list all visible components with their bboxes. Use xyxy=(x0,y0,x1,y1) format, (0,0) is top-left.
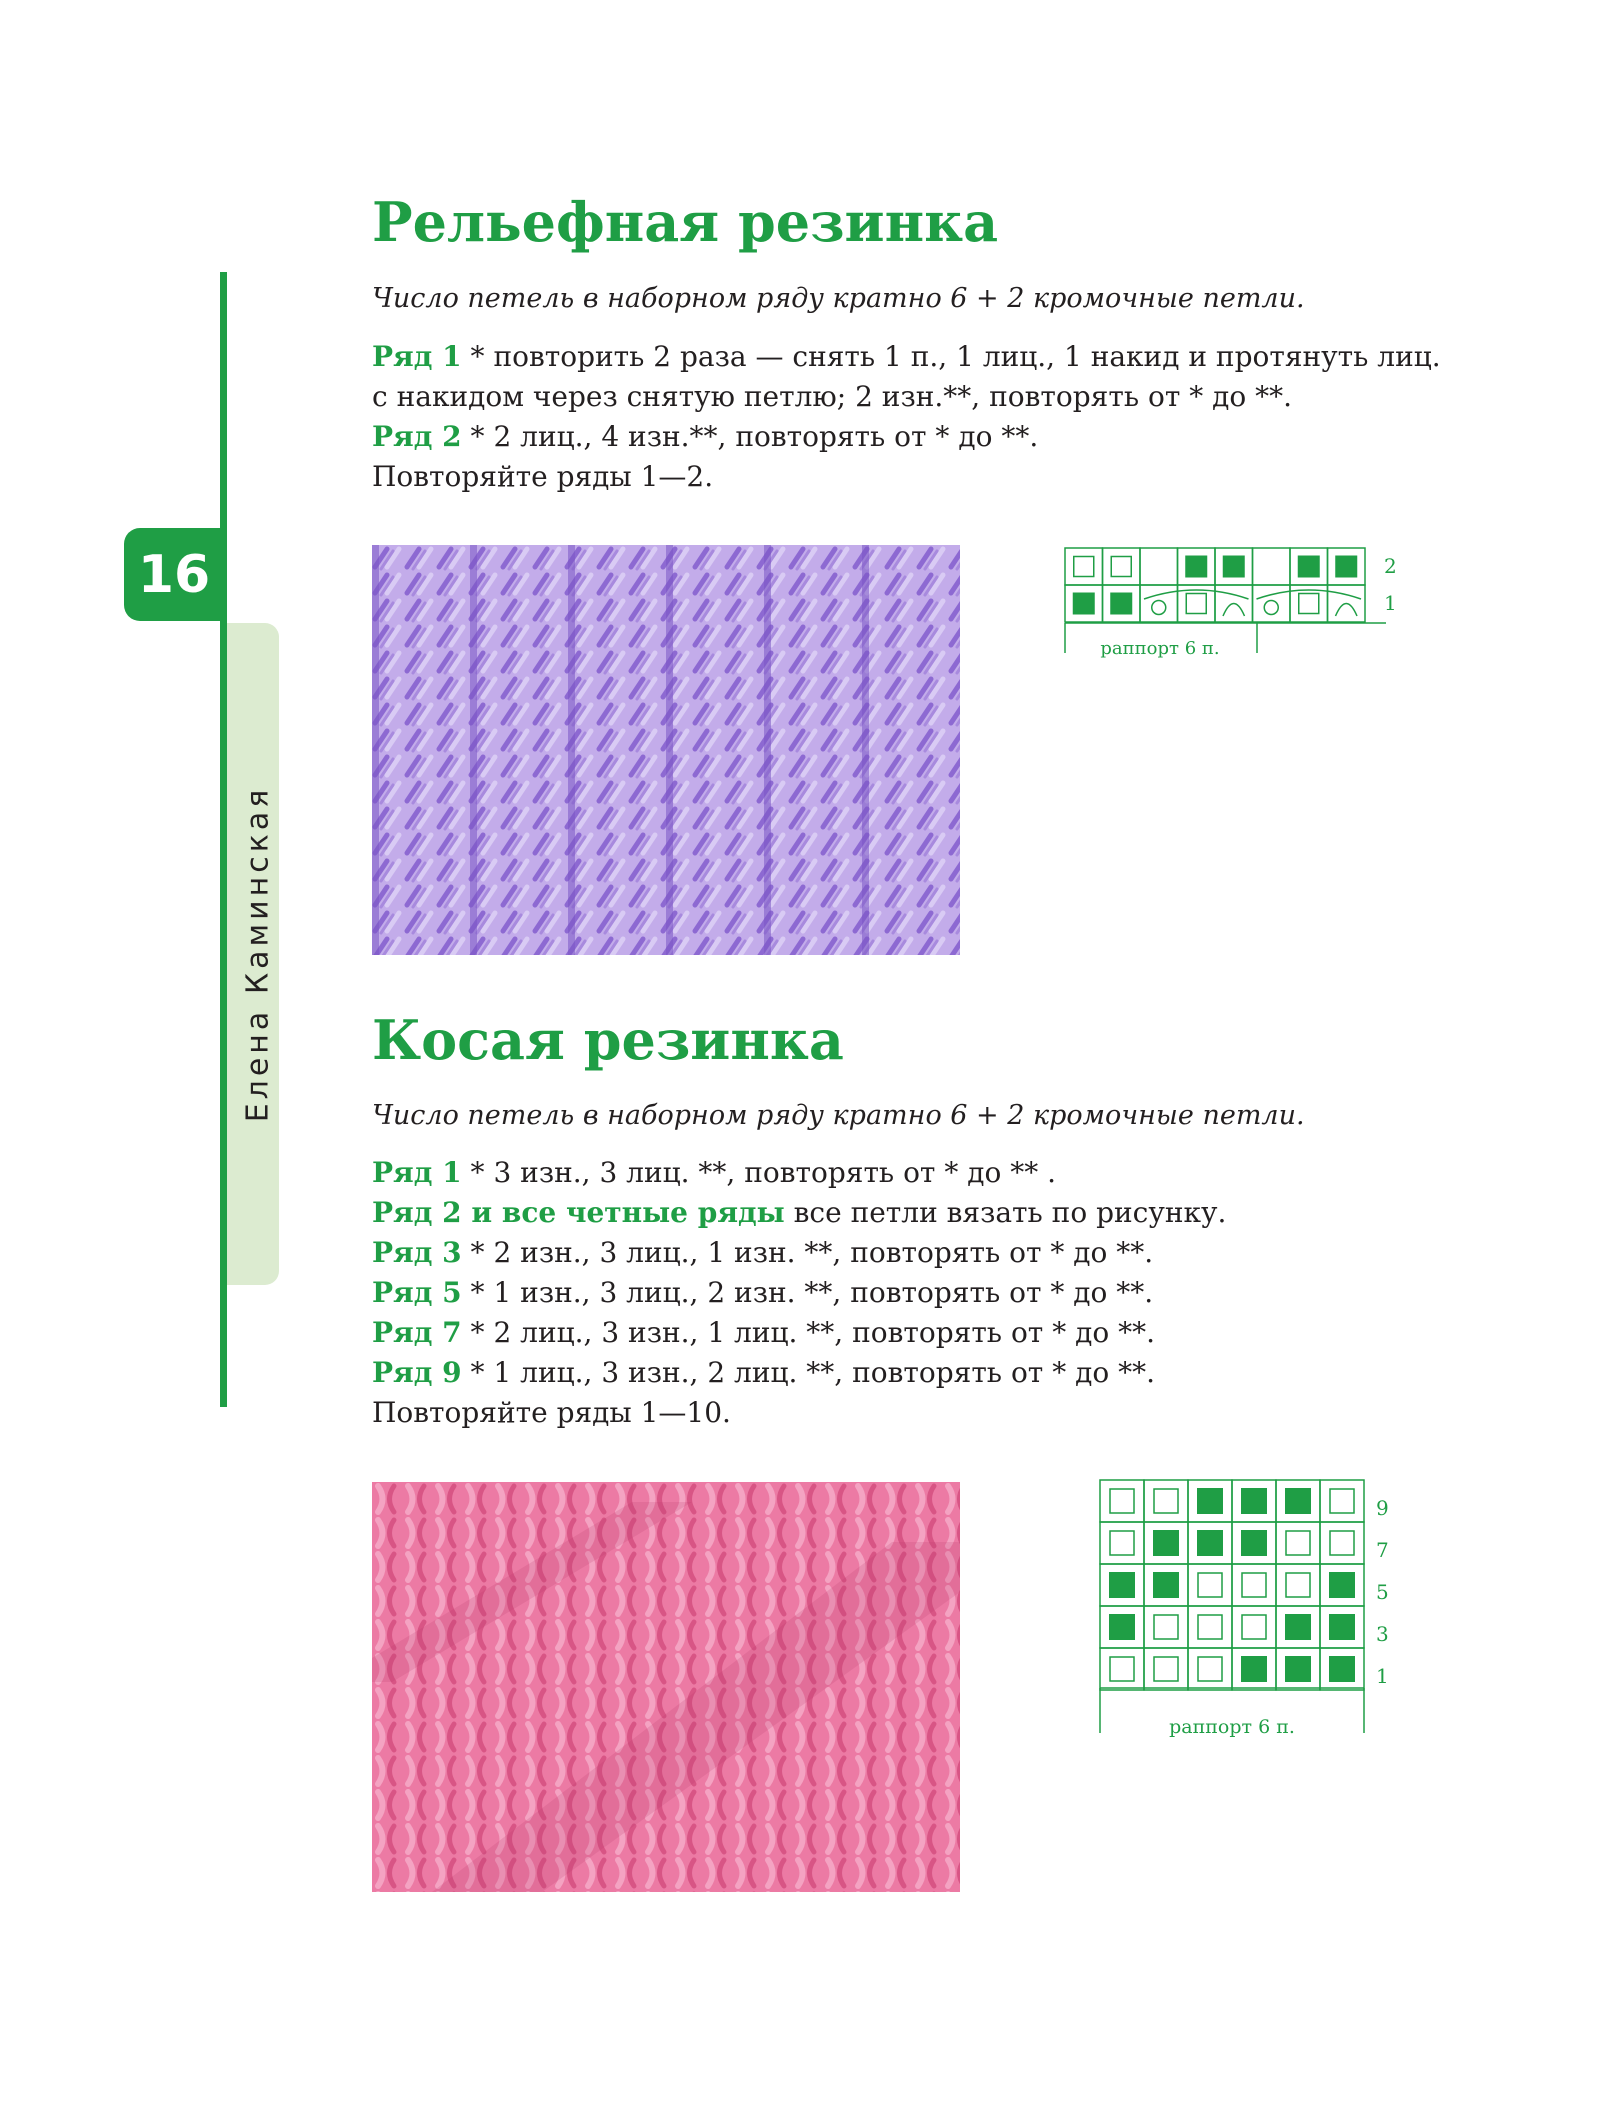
row-text: * 1 изн., 3 лиц., 2 изн. **, повторять от * до **. xyxy=(461,1276,1154,1309)
knit-symbol xyxy=(1109,1614,1135,1640)
pattern-2-rows xyxy=(372,1153,1226,1433)
purl-symbol xyxy=(1286,1573,1310,1597)
purl-symbol xyxy=(1110,1489,1134,1513)
pattern-1-intro: Число петель в наборном ряду кратно 6 + 2 кромочные петли. xyxy=(372,283,1305,314)
chart-1-repeat-label: раппорт 6 п. xyxy=(1100,638,1220,658)
knit-symbol xyxy=(1298,556,1320,578)
purl-symbol xyxy=(1154,1657,1178,1681)
knit-symbol xyxy=(1153,1530,1179,1556)
instruction-line xyxy=(372,377,1441,417)
row-text: с накидом через снятую петлю; 2 изн.**, повторять от * до **. xyxy=(372,380,1293,413)
purl-symbol xyxy=(1198,1657,1222,1681)
pattern-2-chart xyxy=(1098,1478,1428,1738)
chart-cell xyxy=(1320,1480,1364,1522)
instruction-line xyxy=(372,1153,1226,1193)
chart-2-row-number: 7 xyxy=(1376,1538,1389,1562)
chart-cell xyxy=(1100,1648,1144,1690)
knit-symbol xyxy=(1329,1614,1355,1640)
purl-symbol xyxy=(1330,1531,1354,1555)
chart-cell xyxy=(1144,1648,1188,1690)
knit-symbol xyxy=(1335,556,1357,578)
row-text: * 3 изн., 3 лиц. **, повторять от * до ** . xyxy=(461,1156,1057,1189)
chart-cell xyxy=(1144,1606,1188,1648)
chart-cell xyxy=(1253,585,1291,622)
purl-symbol xyxy=(1154,1615,1178,1639)
purl-symbol xyxy=(1198,1615,1222,1639)
row-text: Повторяйте ряды 1—2. xyxy=(372,460,714,493)
group-arc xyxy=(1144,590,1249,599)
knit-symbol xyxy=(1329,1572,1355,1598)
knit-symbol xyxy=(1197,1530,1223,1556)
row-label: Ряд 5 xyxy=(372,1276,462,1309)
pattern-1-title: Рельефная резинка xyxy=(372,190,999,254)
purl-symbol xyxy=(1198,1573,1222,1597)
chart-cell xyxy=(1144,1480,1188,1522)
instruction-line xyxy=(372,1233,1226,1273)
knit-symbol xyxy=(1241,1656,1267,1682)
row-label: Ряд 2 xyxy=(372,420,462,453)
row-text: * повторить 2 раза — снять 1 п., 1 лиц., 1 накид и протянуть лиц. xyxy=(461,340,1441,373)
row-text: Повторяйте ряды 1—10. xyxy=(372,1396,731,1429)
instruction-line xyxy=(372,1273,1226,1313)
knit-symbol xyxy=(1185,556,1207,578)
instruction-line xyxy=(372,1393,1226,1433)
pattern-2-intro: Число петель в наборном ряду кратно 6 + 2 кромочные петли. xyxy=(372,1100,1305,1131)
purl-symbol xyxy=(1110,1657,1134,1681)
instruction-line xyxy=(372,457,1441,497)
chart-cell xyxy=(1232,1564,1276,1606)
row-label: Ряд 2 и все четные ряды xyxy=(372,1196,785,1229)
chart-cell xyxy=(1140,548,1178,585)
purl-symbol xyxy=(1286,1531,1310,1555)
chart-2-repeat-label: раппорт 6 п. xyxy=(1169,1716,1295,1738)
chart-cell xyxy=(1188,1564,1232,1606)
instruction-line xyxy=(372,417,1441,457)
sidebar-line xyxy=(220,272,227,1407)
chart-2-row-number: 9 xyxy=(1376,1496,1389,1520)
instruction-line xyxy=(372,1353,1226,1393)
chart-2-row-number: 1 xyxy=(1376,1664,1389,1688)
knit-symbol xyxy=(1223,556,1245,578)
yarn-over-symbol xyxy=(1152,601,1166,615)
knit-symbol xyxy=(1073,593,1095,615)
row-text: * 1 лиц., 3 изн., 2 лиц. **, повторять от * до **. xyxy=(461,1356,1155,1389)
purl-symbol xyxy=(1330,1489,1354,1513)
yarn-over-symbol xyxy=(1264,601,1278,615)
row-text: * 2 изн., 3 лиц., 1 изн. **, повторять от * до **. xyxy=(461,1236,1154,1269)
knit-symbol xyxy=(1285,1614,1311,1640)
row-label: Ряд 1 xyxy=(372,340,462,373)
chart-1-row-number: 1 xyxy=(1384,591,1397,615)
author-name: Елена Каминская xyxy=(240,785,276,1123)
purl-symbol xyxy=(1299,594,1319,614)
slip-symbol xyxy=(1336,604,1358,617)
chart-1-row-number: 2 xyxy=(1384,554,1397,578)
row-label: Ряд 7 xyxy=(372,1316,462,1349)
chart-cell xyxy=(1188,1606,1232,1648)
row-text: * 2 лиц., 3 изн., 1 лиц. **, повторять от * до **. xyxy=(461,1316,1155,1349)
purl-symbol xyxy=(1242,1573,1266,1597)
knit-symbol xyxy=(1110,593,1132,615)
row-label: Ряд 9 xyxy=(372,1356,462,1389)
pattern-1-rows xyxy=(372,337,1441,497)
chart-cell xyxy=(1140,585,1178,622)
chart-2-row-number: 5 xyxy=(1376,1580,1389,1604)
chart-cell xyxy=(1320,1522,1364,1564)
purl-symbol xyxy=(1111,557,1131,577)
purl-symbol xyxy=(1110,1531,1134,1555)
purl-symbol xyxy=(1186,594,1206,614)
chart-cell xyxy=(1065,548,1103,585)
knit-symbol xyxy=(1197,1488,1223,1514)
chart-cell xyxy=(1253,548,1291,585)
slip-symbol xyxy=(1223,604,1245,617)
pattern-1-chart xyxy=(1060,543,1410,658)
pattern-2-photo xyxy=(372,1482,960,1892)
knit-symbol xyxy=(1153,1572,1179,1598)
knit-symbol xyxy=(1329,1656,1355,1682)
chart-2-row-number: 3 xyxy=(1376,1622,1389,1646)
chart-cell xyxy=(1276,1522,1320,1564)
chart-cell xyxy=(1276,1564,1320,1606)
knit-symbol xyxy=(1109,1572,1135,1598)
row-text: все петли вязать по рисунку. xyxy=(784,1196,1227,1229)
knit-symbol xyxy=(1241,1488,1267,1514)
group-arc xyxy=(1257,590,1362,599)
chart-cell xyxy=(1103,548,1141,585)
instruction-line xyxy=(372,1193,1226,1233)
chart-cell xyxy=(1100,1522,1144,1564)
chart-cell xyxy=(1100,1480,1144,1522)
instruction-line xyxy=(372,337,1441,377)
purl-symbol xyxy=(1154,1489,1178,1513)
chart-cell xyxy=(1188,1648,1232,1690)
instruction-line xyxy=(372,1313,1226,1353)
chart-cell xyxy=(1232,1606,1276,1648)
knit-symbol xyxy=(1285,1488,1311,1514)
row-label: Ряд 1 xyxy=(372,1156,462,1189)
pattern-2-title: Косая резинка xyxy=(372,1008,844,1072)
knit-symbol xyxy=(1241,1530,1267,1556)
row-text: * 2 лиц., 4 изн.**, повторять от * до **. xyxy=(461,420,1039,453)
pattern-1-photo xyxy=(372,545,960,955)
purl-symbol xyxy=(1074,557,1094,577)
row-label: Ряд 3 xyxy=(372,1236,462,1269)
page-number: 16 xyxy=(124,528,224,621)
purl-symbol xyxy=(1242,1615,1266,1639)
knit-symbol xyxy=(1285,1656,1311,1682)
